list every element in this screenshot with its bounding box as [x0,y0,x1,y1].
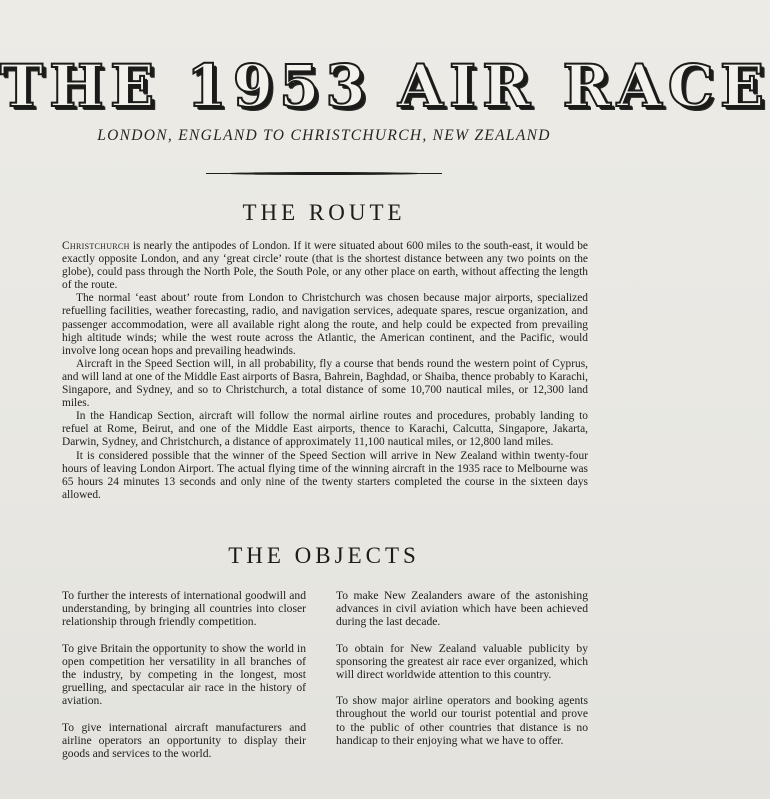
route-paragraph: It is considered possible that the winner of the Speed Section will arrive in New Zealand within twenty-four hours of leaving London Airport. The actual flying time of the winning aircraft in the 1935 race to Melbourne was 65 hours 24 minutes 13 seconds and only nine of the twenty starters completed the course in the sixteen days allowed. [62,449,588,501]
route-paragraph: In the Handicap Section, aircraft will follow the normal airline routes and procedures, probably landing to refuel at Rome, Beirut, and one of the Middle East airports, thence to Karachi, Calcutta, Singapore, Jakarta, Darwin, Sydney, and Christchurch, a distance of approximately 11,100 nautical miles, or 12,800 land miles. [62,410,588,449]
objective-item: To give international aircraft manufacturers and airline operators an opportunity to display their goods and services to the world. [62,720,306,761]
objective-item: To show major airline operators and booking agents throughout the world our tourist potential and prove to the public of other countries that distance is no handicap to their enjoying what we have to offer. [336,694,588,747]
page-subtitle: LONDON, ENGLAND TO CHRISTCHURCH, NEW ZEALAND [97,127,551,144]
objects-right-column [336,589,588,773]
objects-columns [62,589,588,773]
route-lead-word: Christchurch [62,240,130,252]
objects-heading: THE OBJECTS [228,543,420,568]
route-paragraph [62,240,588,292]
page-title: THE 1953 AIR RACE [0,52,770,120]
objective-item: To give Britain the opportunity to show the world in open competition her versatility in all branches of the industry, by competing in the longest, most gruelling, and spectacular air race in the history of aviation. [62,641,306,708]
decorative-divider [224,172,424,175]
objective-item: To further the interests of international goodwill and understanding, by bringing all countries into closer relationship through friendly competition. [62,589,306,629]
route-paragraph: The normal ‘east about’ route from London to Christchurch was chosen because major airports, specialized refuelling facilities, weather forecasting, radio, and navigation services, adequate spares, rescue organization, and passenger accommodation, were all available right along the route, and help could be expected from prevailing high altitude winds; while the west route across the Atlantic, the American continent, and the Pacific, would involve long ocean hops and prevailing headwinds. [62,292,588,357]
route-paragraph-text: is nearly the antipodes of London. If it were situated about 600 miles to the south-east, it would be exactly opposite London, and any ‘great circle’ route (that is the shortest distance between any two points on the globe), could pass through the North Pole, the South Pole, or any other place on earth, without affecting the length of the route. [62,240,588,292]
objective-item: To obtain for New Zealand valuable publicity by sponsoring the greatest air race ever organized, which will direct worldwide attention to this country. [336,641,588,682]
route-text [62,240,588,502]
objects-left-column [62,589,306,773]
route-paragraph: Aircraft in the Speed Section will, in all probability, fly a course that bends round the western point of Cyprus, and will land at one of the Middle East airports of Basra, Bahrein, Baghdad, or Shaiba, thence probably to Karachi, Singapore, and Sydney, and so to Christchurch, a total distance of some 10,700 nautical miles, or 12,300 land miles. [62,357,588,410]
route-heading: THE ROUTE [242,200,406,225]
objective-item: To make New Zealanders aware of the astonishing advances in civil aviation which have been achieved during the last decade. [336,589,588,629]
